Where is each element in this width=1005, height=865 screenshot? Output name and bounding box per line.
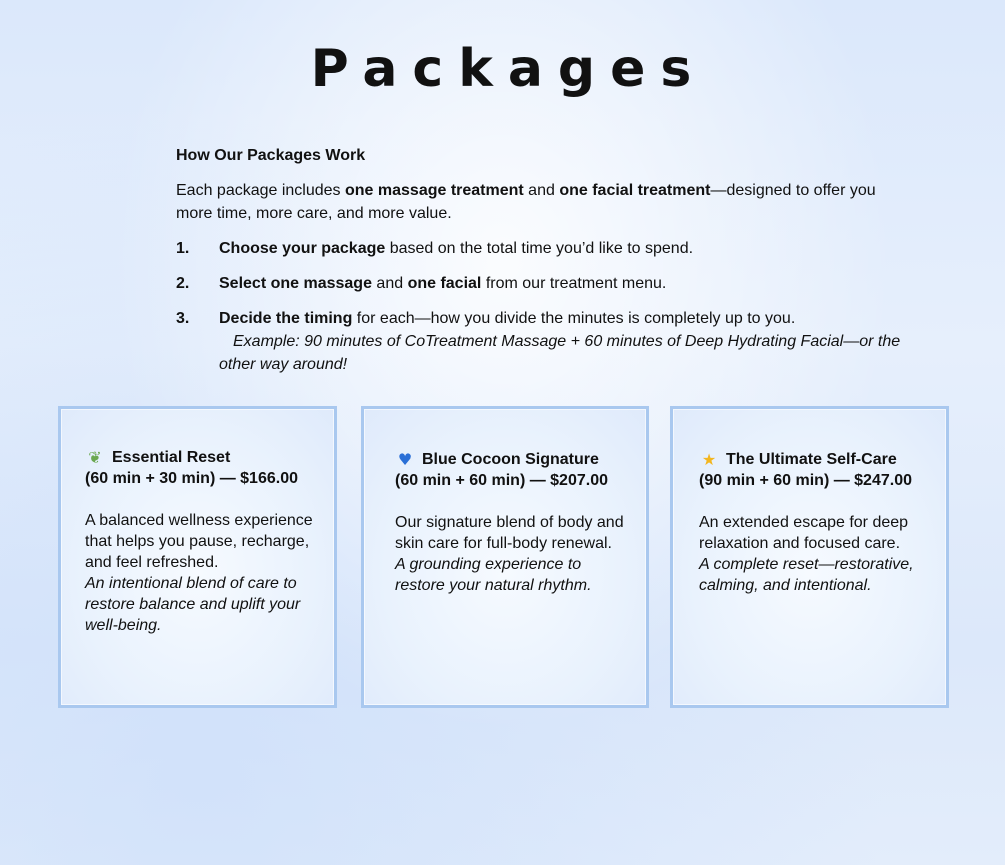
step-text: for each—how you divide the minutes is completely up to you. xyxy=(352,310,796,327)
intro-text-1: Each package includes xyxy=(176,182,345,199)
package-title xyxy=(395,449,632,470)
step-body xyxy=(219,307,916,376)
intro-bold-facial: one facial treatment xyxy=(559,182,711,199)
how-it-works-heading: How Our Packages Work xyxy=(176,147,366,164)
package-name: The Ultimate Self-Care xyxy=(726,451,897,468)
package-name: Blue Cocoon Signature xyxy=(422,451,599,468)
package-tagline: An intentional blend of care to restore balance and uplift your well-being. xyxy=(85,575,301,634)
package-card-blue-cocoon-signature[interactable] xyxy=(361,406,649,708)
leaf-icon: ❦ xyxy=(88,447,102,467)
package-details: (60 min + 30 min) — $166.00 xyxy=(85,470,298,487)
how-it-works-section xyxy=(176,144,916,388)
step-number: 2. xyxy=(176,275,190,292)
step-bold: Decide the timing xyxy=(219,310,353,327)
step-text: based on the total time you’d like to spend. xyxy=(385,240,694,257)
package-title xyxy=(85,447,320,468)
steps-list xyxy=(176,237,916,376)
package-title xyxy=(699,449,932,470)
step-bold: Choose your package xyxy=(219,240,386,257)
package-card-ultimate-self-care[interactable] xyxy=(670,406,949,708)
step-body xyxy=(219,272,916,295)
package-card-essential-reset[interactable] xyxy=(58,406,337,708)
intro-paragraph xyxy=(176,179,916,225)
blue-heart-icon: ♥ xyxy=(397,449,413,469)
star-icon: ★ xyxy=(701,449,717,469)
intro-bold-massage: one massage treatment xyxy=(345,182,524,199)
step-text-mid: and xyxy=(371,275,408,292)
package-details: (90 min + 60 min) — $247.00 xyxy=(699,472,912,489)
package-name: Essential Reset xyxy=(112,449,231,466)
step-bold-2: one facial xyxy=(407,275,482,292)
step-body xyxy=(219,237,916,260)
step-number: 1. xyxy=(176,240,190,257)
package-tagline: A grounding experience to restore your natural rhythm. xyxy=(395,556,592,594)
intro-text-3: —designed to offer you more time, more care, and more value. xyxy=(176,182,876,222)
step-1 xyxy=(176,237,916,260)
package-description: Our signature blend of body and skin care for full-body renewal. xyxy=(395,514,624,552)
page-title: Packages xyxy=(310,39,707,99)
intro-text-2: and xyxy=(523,182,560,199)
step-text: from our treatment menu. xyxy=(481,275,667,292)
step-example: Example: 90 minutes of CoTreatment Massage + 60 minutes of Deep Hydrating Facial—or the other way around! xyxy=(219,333,901,373)
package-tagline: A complete reset—restorative, calming, and intentional. xyxy=(699,556,914,594)
package-details: (60 min + 60 min) — $207.00 xyxy=(395,472,608,489)
package-description: A balanced wellness experience that helps you pause, recharge, and feel refreshed. xyxy=(85,512,313,571)
step-2 xyxy=(176,272,916,295)
package-description: An extended escape for deep relaxation and focused care. xyxy=(699,514,909,552)
step-bold: Select one massage xyxy=(219,275,372,292)
step-number: 3. xyxy=(176,310,190,327)
step-3 xyxy=(176,307,916,376)
